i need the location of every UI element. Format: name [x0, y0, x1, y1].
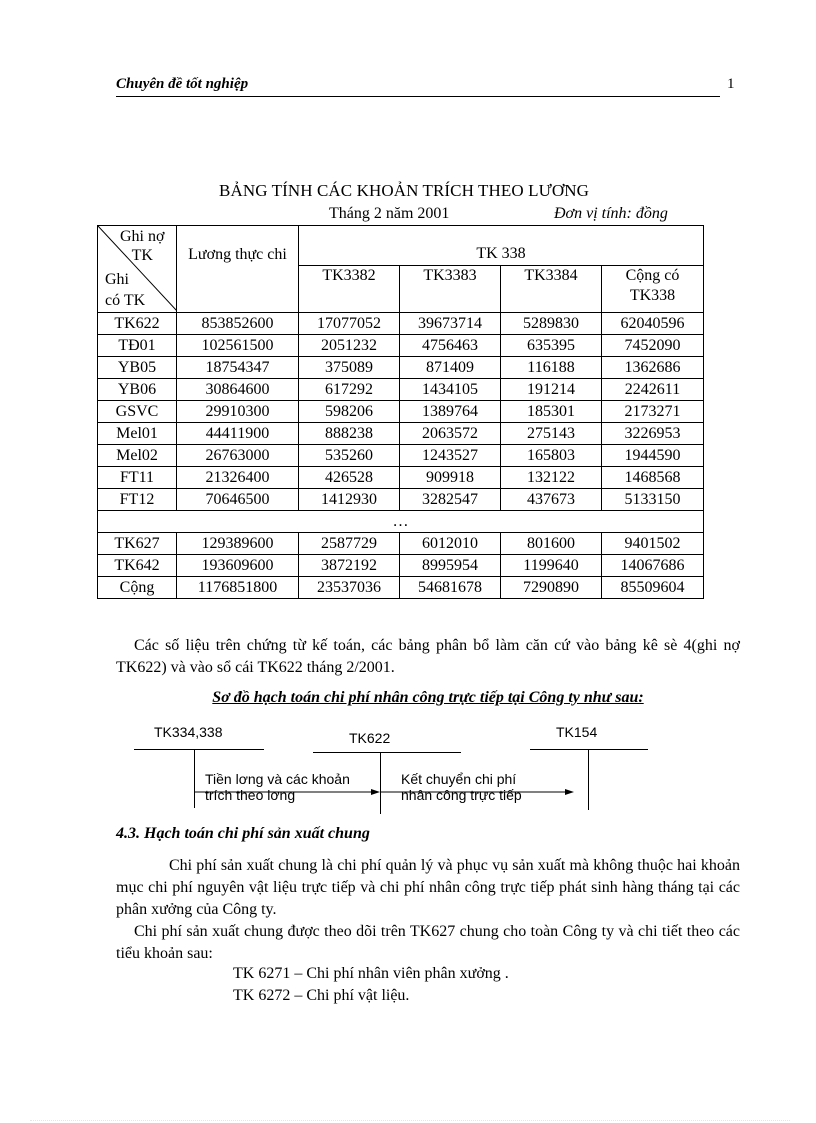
value-cell: 185301	[501, 401, 602, 423]
ellipsis-row: …	[98, 511, 704, 533]
list-item-6272: TK 6272 – Chi phí vật liệu.	[233, 987, 410, 1004]
table-row	[98, 533, 704, 555]
table-body	[98, 313, 704, 511]
section-heading: 4.3. Hạch toán chi phí sản xuất chung	[116, 825, 370, 842]
col-header-total: Cộng có TK338	[602, 266, 704, 313]
value-cell: 23537036	[299, 577, 400, 599]
value-cell: 129389600	[177, 533, 299, 555]
table-title: BẢNG TÍNH CÁC KHOẢN TRÍCH THEO LƯƠNG	[219, 181, 590, 200]
corner-debit-label	[120, 227, 164, 265]
value-cell: 21326400	[177, 467, 299, 489]
corner-top-line-1: Ghi nợ	[120, 228, 165, 245]
account-code-cell: YB06	[98, 379, 177, 401]
header-title: Chuyên đề tốt nghiệp	[116, 76, 249, 92]
value-cell: 3872192	[299, 555, 400, 577]
value-cell: 44411900	[177, 423, 299, 445]
value-cell: 29910300	[177, 401, 299, 423]
value-cell: 871409	[400, 357, 501, 379]
value-cell: 2173271	[602, 401, 704, 423]
corner-top-line-2: TK	[131, 247, 153, 264]
value-cell: 1243527	[400, 445, 501, 467]
table-row	[98, 467, 704, 489]
account-code-cell: TĐ01	[98, 335, 177, 357]
value-cell: 598206	[299, 401, 400, 423]
value-cell: 2587729	[299, 533, 400, 555]
accounting-diagram	[0, 715, 816, 820]
table-body-after	[98, 533, 704, 599]
value-cell: 801600	[501, 533, 602, 555]
value-cell: 18754347	[177, 357, 299, 379]
corner-header-cell	[98, 226, 177, 313]
salary-deduction-table	[97, 225, 704, 599]
value-cell: 132122	[501, 467, 602, 489]
value-cell: 3226953	[602, 423, 704, 445]
col-header-3382: TK3382	[299, 266, 400, 313]
value-cell: 5289830	[501, 313, 602, 335]
value-cell: 191214	[501, 379, 602, 401]
flow-1-arrowhead	[371, 789, 380, 795]
value-cell: 1362686	[602, 357, 704, 379]
value-cell: 193609600	[177, 555, 299, 577]
paragraph-1: Các số liệu trên chứng từ kế toán, các bảng phân bổ làm căn cứ vào bảng kê sè 4(ghi nợ TK622) và vào sổ cái TK622 tháng 2/2001.	[116, 637, 740, 676]
value-cell: 1434105	[400, 379, 501, 401]
paragraph-2: Chi phí sản xuất chung là chi phí quản lý và phục vụ sản xuất mà không thuộc hai khoản mục chi phí nguyên vật liệu trực tiếp và chi phí nhân công trực tiếp phát sinh hàng tháng tại các phân xưởng của Công ty.	[116, 857, 740, 918]
account-334-label: TK334,338	[154, 724, 223, 740]
value-cell: 39673714	[400, 313, 501, 335]
account-code-cell: TK642	[98, 555, 177, 577]
value-cell: 3282547	[400, 489, 501, 511]
table-row	[98, 577, 704, 599]
col-header-group: TK 338	[299, 226, 704, 266]
value-cell: 1389764	[400, 401, 501, 423]
value-cell: 7452090	[602, 335, 704, 357]
value-cell: 5133150	[602, 489, 704, 511]
flow-2-line-2: nhân công trực tiếp	[401, 787, 522, 803]
list-item-6271: TK 6271 – Chi phí nhân viên phân xưởng .	[233, 965, 509, 982]
flow-2-arrowhead	[565, 789, 574, 795]
account-code-cell: FT12	[98, 489, 177, 511]
account-code-cell: TK622	[98, 313, 177, 335]
account-code-cell: GSVC	[98, 401, 177, 423]
account-code-cell: TK627	[98, 533, 177, 555]
account-622-label: TK622	[349, 730, 391, 746]
value-cell: 116188	[501, 357, 602, 379]
value-cell: 1412930	[299, 489, 400, 511]
value-cell: 853852600	[177, 313, 299, 335]
value-cell: 535260	[299, 445, 400, 467]
table-row	[98, 401, 704, 423]
value-cell: 165803	[501, 445, 602, 467]
value-cell: 4756463	[400, 335, 501, 357]
table-row	[98, 313, 704, 335]
header-rule	[116, 96, 720, 97]
col-header-3384: TK3384	[501, 266, 602, 313]
table-row	[98, 555, 704, 577]
table-row	[98, 445, 704, 467]
value-cell: 26763000	[177, 445, 299, 467]
value-cell: 375089	[299, 357, 400, 379]
account-code-cell: Cộng	[98, 577, 177, 599]
value-cell: 437673	[501, 489, 602, 511]
value-cell: 2242611	[602, 379, 704, 401]
account-code-cell: Mel02	[98, 445, 177, 467]
table-row	[98, 489, 704, 511]
flow-2-line-1: Kết chuyển chi phí	[401, 771, 517, 787]
value-cell: 426528	[299, 467, 400, 489]
corner-credit-label	[105, 269, 145, 311]
value-cell: 888238	[299, 423, 400, 445]
col-header-3383: TK3383	[400, 266, 501, 313]
flow-1-line-2: trích theo lơng	[205, 787, 296, 803]
value-cell: 102561500	[177, 335, 299, 357]
table-row	[98, 379, 704, 401]
scheme-title: Sơ đồ hạch toán chi phí nhân công trực tiếp tại Công ty như sau:	[212, 689, 644, 706]
col-header-salary: Lương thực chi	[177, 226, 299, 313]
value-cell: 62040596	[602, 313, 704, 335]
value-cell: 617292	[299, 379, 400, 401]
value-cell: 1944590	[602, 445, 704, 467]
flow-1-line-1: Tiền lơng và các khoản	[205, 771, 350, 787]
value-cell: 9401502	[602, 533, 704, 555]
corner-bottom-line-1: Ghi	[105, 271, 129, 288]
account-code-cell: Mel01	[98, 423, 177, 445]
table-row	[98, 423, 704, 445]
value-cell: 909918	[400, 467, 501, 489]
value-cell: 85509604	[602, 577, 704, 599]
value-cell: 14067686	[602, 555, 704, 577]
value-cell: 1199640	[501, 555, 602, 577]
value-cell: 54681678	[400, 577, 501, 599]
account-154-label: TK154	[556, 724, 598, 740]
value-cell: 8995954	[400, 555, 501, 577]
value-cell: 30864600	[177, 379, 299, 401]
corner-bottom-line-2: có TK	[105, 292, 146, 309]
flow-arrows	[0, 715, 816, 820]
page-number: 1	[727, 76, 735, 92]
value-cell: 7290890	[501, 577, 602, 599]
value-cell: 6012010	[400, 533, 501, 555]
value-cell: 1468568	[602, 467, 704, 489]
table-unit: Đơn vị tính: đồng	[554, 205, 668, 222]
value-cell: 2051232	[299, 335, 400, 357]
value-cell: 70646500	[177, 489, 299, 511]
paragraph-3: Chi phí sản xuất chung được theo dõi trên TK627 chung cho toàn Công ty và chi tiết theo các tiểu khoản sau:	[116, 923, 740, 962]
table-month: Tháng 2 năm 2001	[329, 205, 450, 222]
value-cell: 635395	[501, 335, 602, 357]
value-cell: 2063572	[400, 423, 501, 445]
value-cell: 275143	[501, 423, 602, 445]
table-row	[98, 335, 704, 357]
value-cell: 1176851800	[177, 577, 299, 599]
value-cell: 17077052	[299, 313, 400, 335]
footer-rule	[30, 1120, 790, 1121]
table-row	[98, 357, 704, 379]
account-code-cell: FT11	[98, 467, 177, 489]
account-code-cell: YB05	[98, 357, 177, 379]
